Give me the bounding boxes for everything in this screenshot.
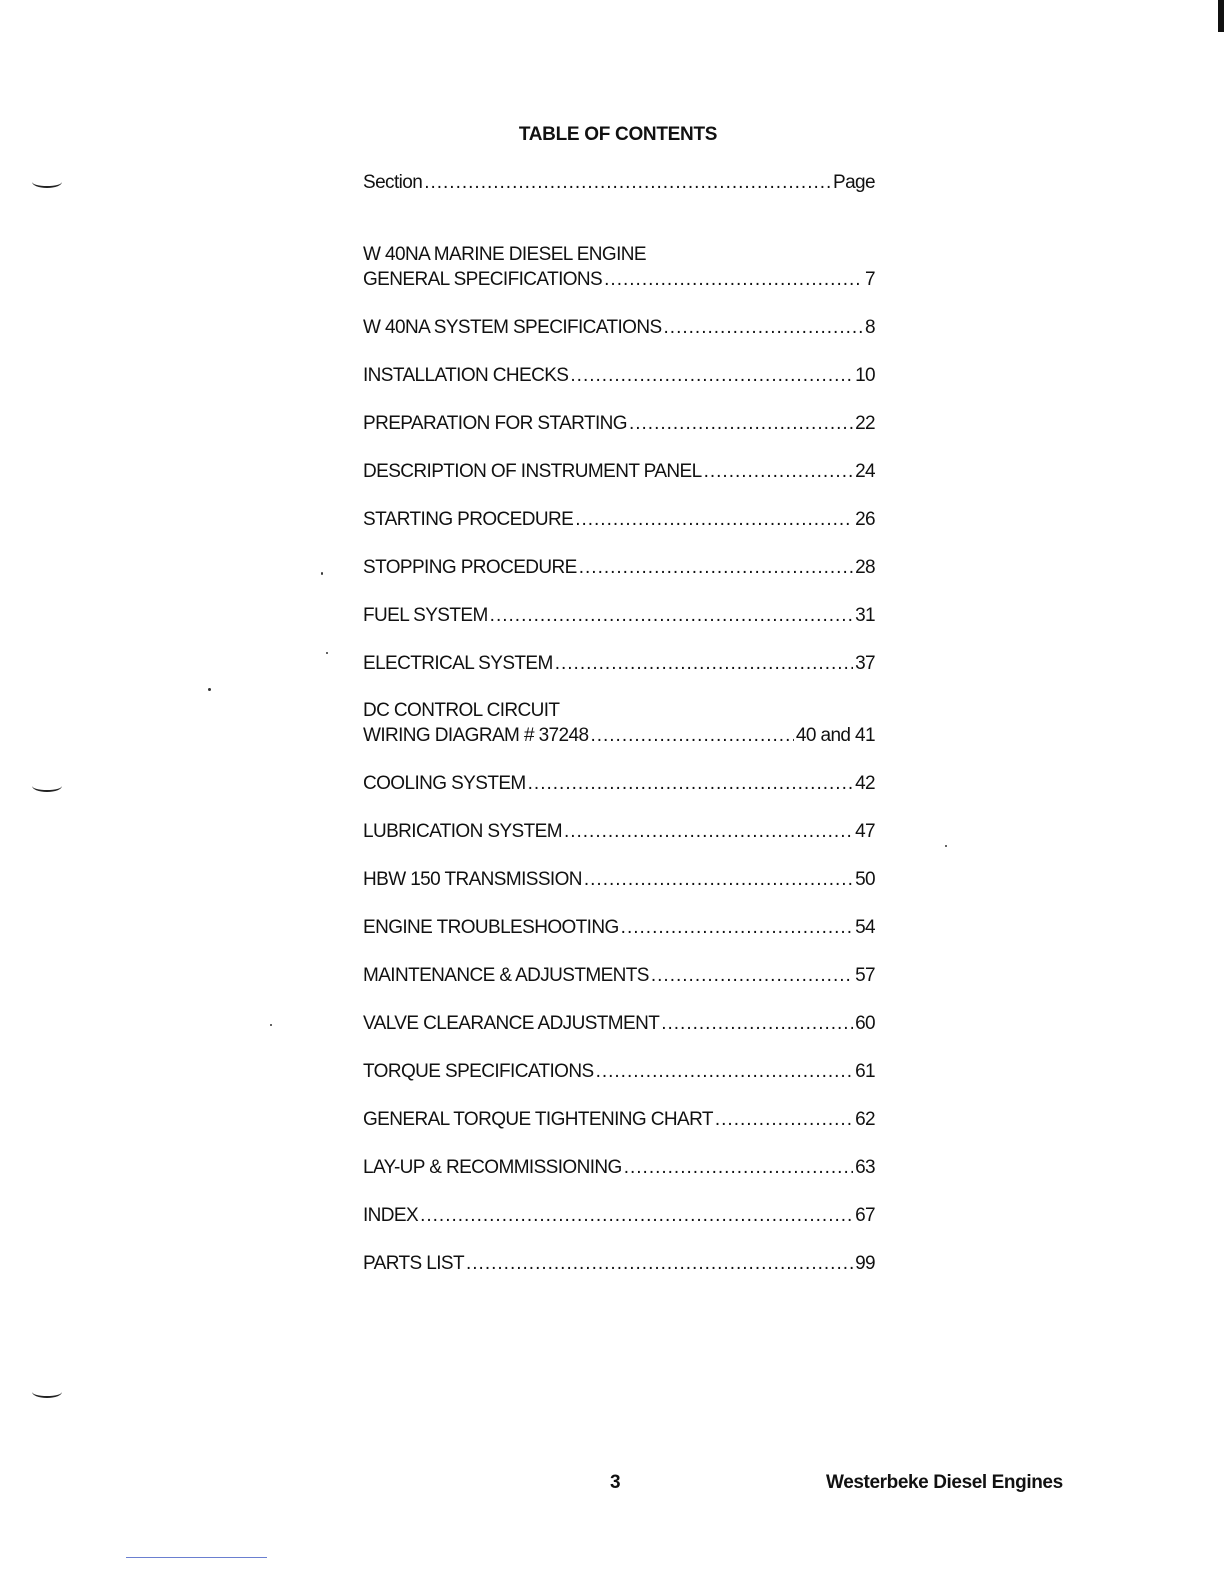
toc-entry-page: 54 (855, 917, 875, 938)
toc-entry (363, 915, 875, 941)
toc-entry-row (363, 915, 875, 941)
toc-entry-label: LUBRICATION SYSTEM (363, 821, 562, 842)
footer-page-number: 3 (610, 1472, 621, 1493)
toc-entry-row (363, 1251, 875, 1277)
toc-entry-row (363, 315, 875, 341)
toc-entry-row (363, 603, 875, 629)
dot-leader (590, 723, 793, 749)
dot-leader (651, 963, 853, 989)
toc-entry-label: INSTALLATION CHECKS (363, 365, 569, 386)
toc-entry (363, 411, 875, 437)
toc-entry-row (363, 459, 875, 485)
dot-leader (575, 507, 853, 533)
toc-entry-page: 37 (855, 653, 875, 674)
toc-entry-row (363, 507, 875, 533)
toc-entry (363, 651, 875, 677)
dot-leader (424, 170, 831, 196)
toc-entry-label: MAINTENANCE & ADJUSTMENTS (363, 965, 649, 986)
dot-leader (624, 1155, 853, 1181)
dot-leader (715, 1107, 853, 1133)
toc-entry-page: 42 (855, 773, 875, 794)
toc-entry-page: 50 (855, 869, 875, 890)
toc-entry-row (363, 819, 875, 845)
binding-hole-mark (32, 176, 62, 188)
toc-entry-row (363, 771, 875, 797)
toc-entry-row (363, 963, 875, 989)
dot-leader (466, 1251, 853, 1277)
dot-leader (664, 315, 864, 341)
binding-hole-mark (32, 1386, 62, 1398)
toc-entry-page: 8 (865, 317, 875, 338)
toc-entry-row (363, 723, 875, 749)
toc-entry-label: W 40NA SYSTEM SPECIFICATIONS (363, 317, 662, 338)
toc-entry-row (363, 1059, 875, 1085)
toc-entry-row (363, 555, 875, 581)
scan-speck (208, 688, 211, 691)
dot-leader (604, 267, 863, 293)
toc-entry-title-line: DC CONTROL CIRCUIT (363, 700, 560, 721)
toc-entry-label: LAY-UP & RECOMMISSIONING (363, 1157, 622, 1178)
dot-leader (596, 1059, 854, 1085)
toc-entry-label: DESCRIPTION OF INSTRUMENT PANEL (363, 461, 702, 482)
toc-entry (363, 1107, 875, 1133)
toc-entry-label: ELECTRICAL SYSTEM (363, 653, 553, 674)
toc-entry (363, 555, 875, 581)
scan-speck (326, 652, 328, 654)
toc-entry-page: 24 (855, 461, 875, 482)
toc-entry (363, 507, 875, 533)
toc-entry-label: WIRING DIAGRAM # 37248 (363, 725, 589, 746)
footer-brand: Westerbeke Diesel Engines (826, 1472, 1063, 1493)
toc-entry-label: HBW 150 TRANSMISSION (363, 869, 582, 890)
toc-entry (363, 1251, 875, 1277)
toc-entry-label: TORQUE SPECIFICATIONS (363, 1061, 594, 1082)
toc-entry-page: 26 (855, 509, 875, 530)
toc-entry-page: 47 (855, 821, 875, 842)
toc-entry (363, 459, 875, 485)
toc-entry-label: GENERAL SPECIFICATIONS (363, 269, 603, 290)
toc-entry-label: INDEX (363, 1205, 419, 1226)
toc-entry-label: PREPARATION FOR STARTING (363, 413, 627, 434)
toc-entry-page: 10 (855, 365, 875, 386)
toc-entry (363, 771, 875, 797)
dot-leader (490, 603, 853, 629)
toc-entry (363, 867, 875, 893)
toc-entry-page: 22 (855, 413, 875, 434)
dot-leader (584, 867, 853, 893)
section-column-label: Section (363, 172, 423, 193)
toc-entry-row (363, 267, 875, 293)
toc-entry-page: 60 (855, 1013, 875, 1034)
toc-entry-page: 61 (855, 1061, 875, 1082)
dot-leader (564, 819, 853, 845)
page-title: TABLE OF CONTENTS (518, 124, 718, 145)
toc-entry-label: PARTS LIST (363, 1253, 464, 1274)
toc-entry-row (363, 1203, 875, 1229)
toc-header-row (363, 170, 875, 196)
toc-entry-page: 57 (855, 965, 875, 986)
scan-artifact-line (126, 1557, 267, 1558)
toc-entry-title-line: W 40NA MARINE DIESEL ENGINE (363, 244, 646, 265)
toc-entry-page: 67 (855, 1205, 875, 1226)
toc-entry (363, 603, 875, 629)
dot-leader (629, 411, 853, 437)
dot-leader (420, 1203, 853, 1229)
toc-entry-label: FUEL SYSTEM (363, 605, 488, 626)
toc-entry (363, 699, 875, 749)
toc-entry-label: STOPPING PROCEDURE (363, 557, 577, 578)
toc-entry-row (363, 1011, 875, 1037)
toc-entry-row (363, 363, 875, 389)
toc-entry (363, 1203, 875, 1229)
toc-entry (363, 1059, 875, 1085)
toc-entry (363, 315, 875, 341)
binding-hole-mark (32, 780, 62, 792)
toc-entry-row (363, 867, 875, 893)
toc-entry-page: 31 (855, 605, 875, 626)
toc-entry-label: STARTING PROCEDURE (363, 509, 574, 530)
toc-entry-page: 62 (855, 1109, 875, 1130)
scan-speck (945, 845, 947, 847)
toc-entry (363, 1155, 875, 1181)
toc-entry-label: ENGINE TROUBLESHOOTING (363, 917, 619, 938)
toc-entry (363, 963, 875, 989)
dot-leader (704, 459, 853, 485)
toc-entry-label: VALVE CLEARANCE ADJUSTMENT (363, 1013, 660, 1034)
scan-speck (270, 1024, 272, 1026)
toc-entry-row (363, 1107, 875, 1133)
toc-entry-page: 40 and 41 (795, 725, 875, 746)
scan-speck (321, 572, 323, 575)
toc-entries (363, 243, 875, 1277)
toc-entry-row (363, 411, 875, 437)
dot-leader (661, 1011, 853, 1037)
dot-leader (528, 771, 853, 797)
scan-edge-mark (1218, 0, 1224, 32)
dot-leader (555, 651, 853, 677)
toc-entry (363, 243, 875, 293)
dot-leader (579, 555, 853, 581)
dot-leader (570, 363, 853, 389)
toc-entry-page: 63 (855, 1157, 875, 1178)
toc-entry (363, 363, 875, 389)
table-of-contents (363, 170, 875, 1299)
page-column-label: Page (833, 172, 875, 193)
toc-entry-label: GENERAL TORQUE TIGHTENING CHART (363, 1109, 713, 1130)
toc-entry-page: 28 (855, 557, 875, 578)
toc-entry-page: 99 (855, 1253, 875, 1274)
toc-entry-row (363, 651, 875, 677)
toc-entry-row (363, 1155, 875, 1181)
toc-entry (363, 1011, 875, 1037)
toc-entry (363, 819, 875, 845)
toc-entry-page: 7 (865, 269, 875, 290)
dot-leader (621, 915, 853, 941)
toc-entry-label: COOLING SYSTEM (363, 773, 526, 794)
